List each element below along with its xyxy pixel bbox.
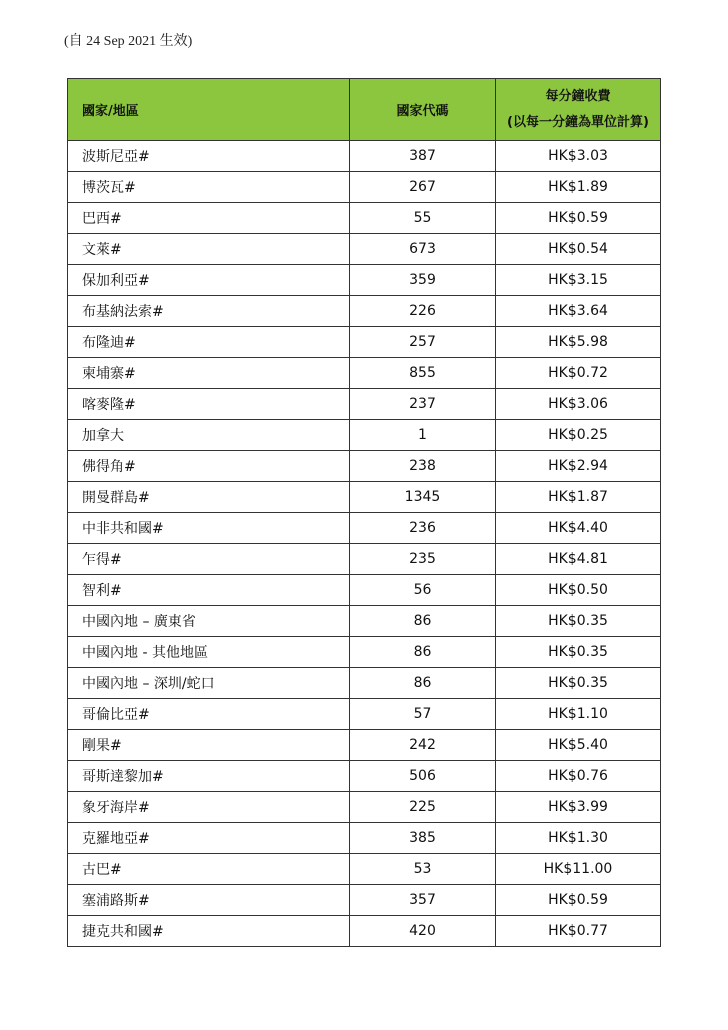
- table-row: [68, 699, 661, 730]
- rate-cell: HK$3.15: [496, 265, 661, 296]
- rate-cell: HK$0.72: [496, 358, 661, 389]
- table-row: [68, 792, 661, 823]
- code-cell: 56: [350, 575, 496, 606]
- rate-cell: HK$0.50: [496, 575, 661, 606]
- code-cell: 420: [350, 916, 496, 947]
- code-cell: 86: [350, 668, 496, 699]
- rate-cell: HK$0.54: [496, 234, 661, 265]
- code-cell: 86: [350, 637, 496, 668]
- country-cell: 中國內地 – 深圳/蛇口: [68, 668, 350, 699]
- table-row: [68, 265, 661, 296]
- rate-cell: HK$2.94: [496, 451, 661, 482]
- rate-cell: HK$0.35: [496, 637, 661, 668]
- rate-cell: HK$0.59: [496, 203, 661, 234]
- code-cell: 237: [350, 389, 496, 420]
- table-row: [68, 916, 661, 947]
- country-cell: 文萊#: [68, 234, 350, 265]
- table-row: [68, 327, 661, 358]
- country-cell: 剛果#: [68, 730, 350, 761]
- code-cell: 359: [350, 265, 496, 296]
- table-row: [68, 854, 661, 885]
- code-cell: 225: [350, 792, 496, 823]
- code-cell: 86: [350, 606, 496, 637]
- code-cell: 55: [350, 203, 496, 234]
- code-cell: 385: [350, 823, 496, 854]
- table-row: [68, 234, 661, 265]
- country-cell: 中非共和國#: [68, 513, 350, 544]
- table-row: [68, 451, 661, 482]
- country-cell: 哥斯達黎加#: [68, 761, 350, 792]
- rate-cell: HK$1.89: [496, 172, 661, 203]
- table-row: [68, 823, 661, 854]
- country-cell: 象牙海岸#: [68, 792, 350, 823]
- code-cell: 506: [350, 761, 496, 792]
- rate-cell: HK$1.30: [496, 823, 661, 854]
- code-cell: 1: [350, 420, 496, 451]
- country-cell: 保加利亞#: [68, 265, 350, 296]
- header-rate-line1: 每分鐘收費: [545, 88, 611, 104]
- rate-cell: HK$0.35: [496, 668, 661, 699]
- header-code: 國家代碼: [350, 79, 496, 141]
- code-cell: 855: [350, 358, 496, 389]
- table-row: [68, 668, 661, 699]
- code-cell: 257: [350, 327, 496, 358]
- rate-cell: HK$1.10: [496, 699, 661, 730]
- rate-cell: HK$11.00: [496, 854, 661, 885]
- table-row: [68, 172, 661, 203]
- country-cell: 布隆迪#: [68, 327, 350, 358]
- table-row: [68, 730, 661, 761]
- country-cell: 開曼群島#: [68, 482, 350, 513]
- country-cell: 塞浦路斯#: [68, 885, 350, 916]
- country-cell: 加拿大: [68, 420, 350, 451]
- rate-cell: HK$0.77: [496, 916, 661, 947]
- code-cell: 673: [350, 234, 496, 265]
- country-cell: 布基納法索#: [68, 296, 350, 327]
- rate-cell: HK$5.40: [496, 730, 661, 761]
- table-row: [68, 575, 661, 606]
- table-row: [68, 885, 661, 916]
- rate-cell: HK$3.03: [496, 141, 661, 172]
- code-cell: 1345: [350, 482, 496, 513]
- rate-cell: HK$0.76: [496, 761, 661, 792]
- country-cell: 波斯尼亞#: [68, 141, 350, 172]
- country-cell: 捷克共和國#: [68, 916, 350, 947]
- code-cell: 267: [350, 172, 496, 203]
- table-row: [68, 296, 661, 327]
- rate-cell: HK$5.98: [496, 327, 661, 358]
- code-cell: 236: [350, 513, 496, 544]
- effective-date-note: (自 24 Sep 2021 生效): [64, 34, 193, 49]
- country-cell: 博茨瓦#: [68, 172, 350, 203]
- rate-cell: HK$3.06: [496, 389, 661, 420]
- table-row: [68, 544, 661, 575]
- country-cell: 哥倫比亞#: [68, 699, 350, 730]
- rate-cell: HK$3.99: [496, 792, 661, 823]
- header-country: 國家/地區: [68, 79, 350, 141]
- code-cell: 242: [350, 730, 496, 761]
- table-row: [68, 420, 661, 451]
- code-cell: 387: [350, 141, 496, 172]
- table-row: [68, 513, 661, 544]
- rate-cell: HK$0.25: [496, 420, 661, 451]
- country-cell: 巴西#: [68, 203, 350, 234]
- table-row: [68, 606, 661, 637]
- table-row: [68, 203, 661, 234]
- code-cell: 357: [350, 885, 496, 916]
- rate-cell: HK$3.64: [496, 296, 661, 327]
- country-cell: 智利#: [68, 575, 350, 606]
- header-row: [68, 79, 661, 141]
- table-body: [68, 141, 661, 947]
- country-cell: 佛得角#: [68, 451, 350, 482]
- country-cell: 中國內地 – 廣東省: [68, 606, 350, 637]
- country-cell: 古巴#: [68, 854, 350, 885]
- rates-table: [67, 78, 661, 947]
- table-row: [68, 637, 661, 668]
- rate-cell: HK$4.40: [496, 513, 661, 544]
- country-cell: 中國內地 - 其他地區: [68, 637, 350, 668]
- code-cell: 53: [350, 854, 496, 885]
- table-row: [68, 482, 661, 513]
- table-row: [68, 389, 661, 420]
- table-row: [68, 358, 661, 389]
- code-cell: 57: [350, 699, 496, 730]
- rate-cell: HK$1.87: [496, 482, 661, 513]
- country-cell: 柬埔寨#: [68, 358, 350, 389]
- header-rate-line2: (以每一分鐘為單位計算): [507, 114, 649, 130]
- table-header: [68, 79, 661, 141]
- code-cell: 238: [350, 451, 496, 482]
- header-rate: [496, 79, 661, 141]
- code-cell: 235: [350, 544, 496, 575]
- country-cell: 喀麥隆#: [68, 389, 350, 420]
- rate-cell: HK$4.81: [496, 544, 661, 575]
- rate-cell: HK$0.59: [496, 885, 661, 916]
- table-row: [68, 141, 661, 172]
- country-cell: 克羅地亞#: [68, 823, 350, 854]
- table-row: [68, 761, 661, 792]
- code-cell: 226: [350, 296, 496, 327]
- country-cell: 乍得#: [68, 544, 350, 575]
- rate-cell: HK$0.35: [496, 606, 661, 637]
